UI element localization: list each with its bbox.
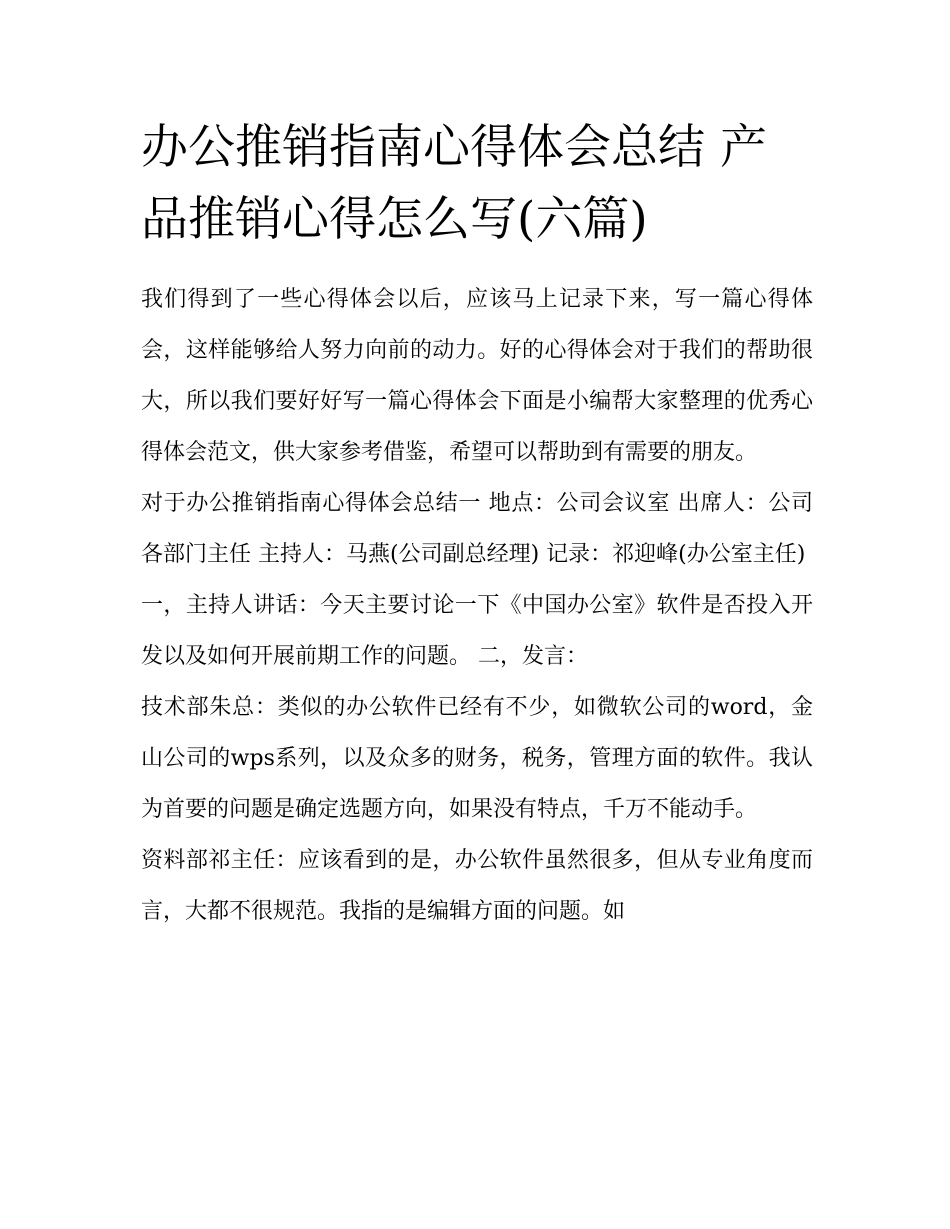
paragraph-meeting-info: 对于办公推销指南心得体会总结一 地点：公司会议室 出席人：公司各部门主任 主持人：马燕(公司副总经理) 记录：祁迎峰(办公室主任) (141, 491, 813, 567)
paragraph-intro: 我们得到了一些心得体会以后，应该马上记录下来，写一篇心得体会，这样能够给人努力向前的动力。好的心得体会对于我们的帮助很大，所以我们要好好写一篇心得体会下面是小编帮大家整理的优秀心得体会范文，供大家参考借鉴，希望可以帮助到有需要的朋友。 (141, 287, 813, 465)
document-title: 办公推销指南心得体会总结 产品推销心得怎么写(六篇) (141, 120, 767, 247)
paragraph-tech-dept: 技术部朱总：类似的办公软件已经有不少，如微软公司的word，金山公司的wps系列，以及众多的财务，税务，管理方面的软件。我认为首要的问题是确定选题方向，如果没有特点，千万不能动手。 (141, 695, 813, 822)
paragraph-host-speech: 一，主持人讲话：今天主要讨论一下《中国办公室》软件是否投入开发以及如何开展前期工作的问题。 二，发言： (141, 593, 813, 669)
document-body (141, 112, 813, 937)
paragraph-data-dept: 资料部祁主任：应该看到的是，办公软件虽然很多，但从专业角度而言，大都不很规范。我指的是编辑方面的问题。如 (141, 848, 813, 924)
